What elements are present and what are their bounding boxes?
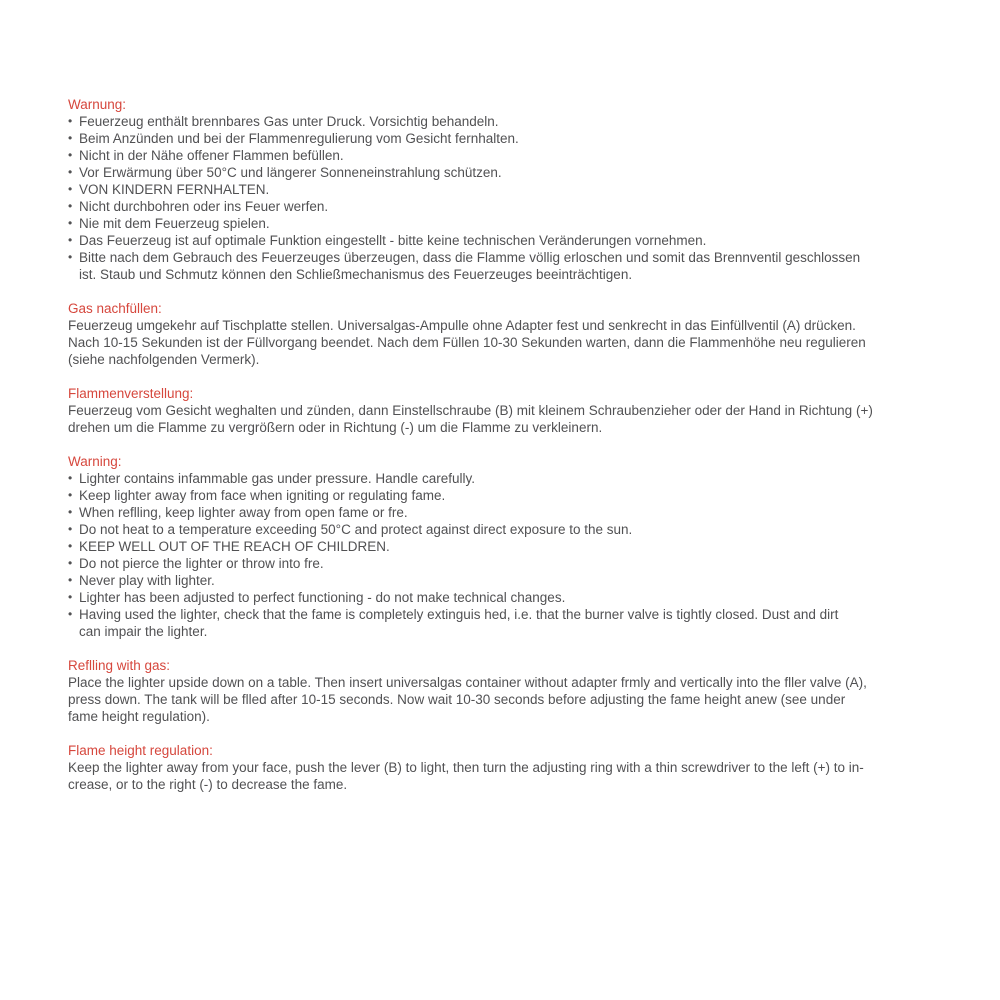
bullet-item (68, 198, 948, 215)
text-line: Do not heat to a temperature exceeding 50°C and protect against direct exposure to the sun. (79, 522, 633, 537)
text-line: can impair the lighter. (79, 624, 208, 639)
text-line: (siehe nachfolgenden Vermerk). (68, 352, 260, 367)
bullet-icon: • (68, 522, 73, 536)
section (68, 300, 948, 368)
section-heading: Warnung: (68, 97, 127, 112)
item-text (79, 555, 948, 572)
bullet-icon: • (68, 131, 73, 145)
item-text (79, 521, 948, 538)
paragraph (68, 759, 948, 793)
section-heading: Flame height regulation: (68, 743, 213, 758)
item-text (68, 759, 948, 793)
bullet-item (68, 504, 948, 521)
bullet-item (68, 555, 948, 572)
text-line: Feuerzeug enthält brennbares Gas unter Druck. Vorsichtig behandeln. (79, 114, 499, 129)
item-text (79, 538, 948, 555)
text-line: Having used the lighter, check that the fame is completely extinguis hed, i.e. that the burner valve is tightly closed. Dust and dirt (79, 607, 839, 622)
text-line: Beim Anzünden und bei der Flammenregulierung vom Gesicht fernhalten. (79, 131, 519, 146)
bullet-icon: • (68, 165, 73, 179)
item-text (79, 487, 948, 504)
text-line: Nicht in der Nähe offener Flammen befüllen. (79, 148, 344, 163)
text-line: Vor Erwärmung über 50°C und längerer Sonneneinstrahlung schützen. (79, 165, 502, 180)
item-text (79, 164, 948, 181)
item-text (79, 147, 948, 164)
bullet-item (68, 147, 948, 164)
bullet-item (68, 249, 948, 283)
section-heading: Flammenverstellung: (68, 386, 194, 401)
item-text (79, 232, 948, 249)
bullet-icon: • (68, 250, 73, 264)
text-line: Feuerzeug umgekehr auf Tischplatte stellen. Universalgas-Ampulle ohne Adapter fest und senkrecht in das Einfüllventil (A) drücken. (68, 318, 856, 333)
text-line: Nach 10-15 Sekunden ist der Füllvorgang beendet. Nach dem Füllen 10-30 Sekunden warten, dann die Flammenhöhe neu regulieren (68, 335, 866, 350)
bullet-item (68, 232, 948, 249)
bullet-icon: • (68, 590, 73, 604)
section (68, 453, 948, 640)
item-text (79, 181, 948, 198)
bullet-item (68, 521, 948, 538)
item-text (79, 198, 948, 215)
text-line: fame height regulation). (68, 709, 210, 724)
text-line: Keep the lighter away from your face, push the lever (B) to light, then turn the adjusting ring with a thin screwdriver to the left (+) to in- (68, 760, 864, 775)
item-text (68, 402, 948, 436)
item-text (79, 606, 948, 640)
text-line: Nicht durchbohren oder ins Feuer werfen. (79, 199, 329, 214)
section (68, 96, 948, 283)
text-line: Lighter has been adjusted to perfect functioning - do not make technical changes. (79, 590, 566, 605)
section (68, 742, 948, 793)
bullet-icon: • (68, 114, 73, 128)
text-line: Lighter contains infammable gas under pressure. Handle carefully. (79, 471, 475, 486)
paragraph (68, 317, 948, 368)
bullet-icon: • (68, 233, 73, 247)
bullet-icon: • (68, 488, 73, 502)
text-line: press down. The tank will be flled after 10-15 seconds. Now wait 10-30 seconds before adjusting the fame height anew (see under (68, 692, 846, 707)
item-text (79, 130, 948, 147)
text-line: Never play with lighter. (79, 573, 215, 588)
bullet-icon: • (68, 556, 73, 570)
item-text (79, 572, 948, 589)
text-line: Nie mit dem Feuerzeug spielen. (79, 216, 270, 231)
text-line: Das Feuerzeug ist auf optimale Funktion eingestellt - bitte keine technischen Veränderungen vornehmen. (79, 233, 707, 248)
section-heading: Gas nachfüllen: (68, 301, 162, 316)
bullet-item (68, 215, 948, 232)
bullet-item (68, 470, 948, 487)
item-text (79, 470, 948, 487)
section-heading: Warning: (68, 454, 122, 469)
item-text (79, 215, 948, 232)
bullet-item (68, 606, 948, 640)
bullet-icon: • (68, 199, 73, 213)
bullet-icon: • (68, 539, 73, 553)
bullet-item (68, 181, 948, 198)
text-line: crease, or to the right (-) to decrease the fame. (68, 777, 348, 792)
bullet-item (68, 572, 948, 589)
bullet-icon: • (68, 573, 73, 587)
bullet-item (68, 164, 948, 181)
bullet-item (68, 538, 948, 555)
bullet-icon: • (68, 607, 73, 621)
bullet-icon: • (68, 505, 73, 519)
bullet-icon: • (68, 148, 73, 162)
text-line: VON KINDERN FERNHALTEN. (79, 182, 270, 197)
section (68, 657, 948, 725)
bullet-icon: • (68, 471, 73, 485)
item-text (79, 249, 948, 283)
text-line: Feuerzeug vom Gesicht weghalten und zünden, dann Einstellschraube (B) mit kleinem Schraubenzieher oder der Hand in Richtung (+) (68, 403, 873, 418)
paragraph (68, 674, 948, 725)
item-text (79, 113, 948, 130)
text-line: ist. Staub und Schmutz können den Schließmechanismus des Feuerzeuges beeinträchtigen. (79, 267, 633, 282)
text-line: KEEP WELL OUT OF THE REACH OF CHILDREN. (79, 539, 390, 554)
text-line: Place the lighter upside down on a table. Then insert universalgas container without adapter frmly and vertically into the fller valve (A), (68, 675, 867, 690)
item-text (68, 317, 948, 368)
text-line: When reflling, keep lighter away from open fame or fre. (79, 505, 408, 520)
item-text (79, 589, 948, 606)
section (68, 385, 948, 436)
bullet-item (68, 130, 948, 147)
item-text (68, 674, 948, 725)
text-line: Keep lighter away from face when igniting or regulating fame. (79, 488, 446, 503)
section-heading: Reflling with gas: (68, 658, 171, 673)
item-text (79, 504, 948, 521)
bullet-icon: • (68, 182, 73, 196)
bullet-item (68, 589, 948, 606)
text-line: Do not pierce the lighter or throw into fre. (79, 556, 324, 571)
instructions-document (68, 96, 948, 810)
text-line: Bitte nach dem Gebrauch des Feuerzeuges überzeugen, dass die Flamme völlig erloschen und somit das Brennventil geschlossen (79, 250, 861, 265)
paragraph (68, 402, 948, 436)
bullet-item (68, 113, 948, 130)
bullet-item (68, 487, 948, 504)
text-line: drehen um die Flamme zu vergrößern oder in Richtung (-) um die Flamme zu verkleinern. (68, 420, 603, 435)
bullet-icon: • (68, 216, 73, 230)
